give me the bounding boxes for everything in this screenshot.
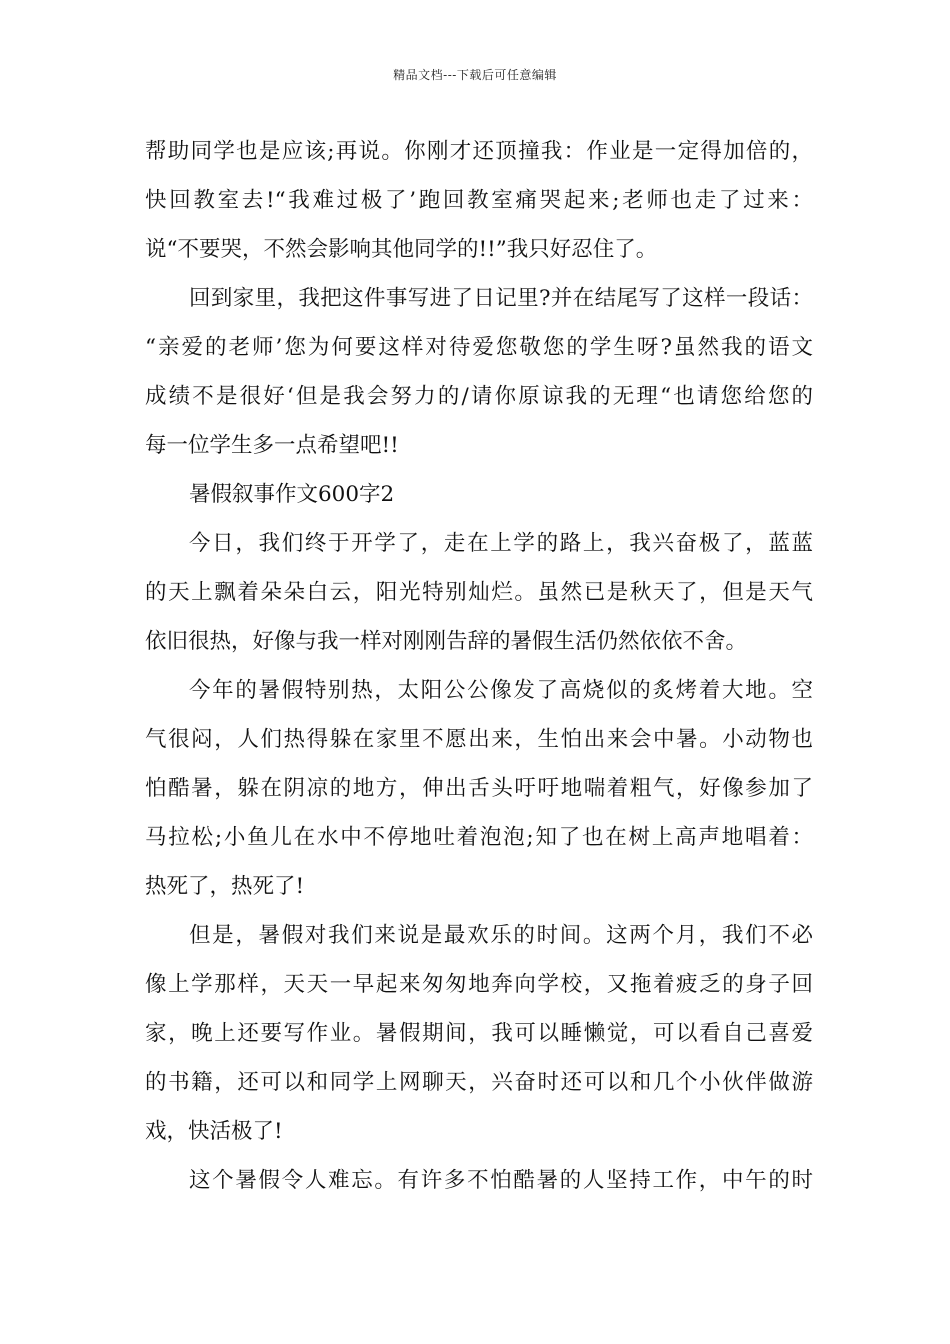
text-line: 这个暑假令人难忘。有许多不怕酷暑的人坚持工作，中午的时 bbox=[189, 1168, 813, 1193]
text-line: 依旧很热，好像与我一样对刚刚告辞的暑假生活仍然依依不舍。 bbox=[145, 629, 748, 654]
page-header: 精品文档---下载后可任意编辑 bbox=[393, 68, 557, 82]
text-line: 快回教室去!“我难过极了’跑回教室痛哭起来;老师也走了过来： bbox=[145, 188, 813, 213]
text-line: 帮助同学也是应该;再说。你刚才还顶撞我：作业是一定得加倍的， bbox=[145, 139, 813, 164]
text-line: 像上学那样，天天一早起来匆匆地奔向学校，又拖着疲乏的身子回 bbox=[145, 972, 813, 997]
text-line: 的书籍，还可以和同学上网聊天，兴奋时还可以和几个小伙伴做游 bbox=[145, 1070, 813, 1095]
text-line: 暑假叙事作文600字2 bbox=[189, 482, 395, 507]
text-line: 今日，我们终于开学了，走在上学的路上，我兴奋极了，蓝蓝 bbox=[189, 531, 813, 556]
text-line: 说“不要哭，不然会影响其他同学的!!”我只好忍住了。 bbox=[145, 237, 658, 262]
text-line: 戏，快活极了! bbox=[145, 1119, 283, 1144]
text-line: 怕酷暑，躲在阴凉的地方，伸出舌头吁吁地喘着粗气，好像参加了 bbox=[145, 776, 813, 801]
document-body bbox=[145, 127, 813, 1205]
text-line: 回到家里，我把这件事写进了日记里?并在结尾写了这样一段话： bbox=[189, 286, 813, 311]
text-line: 每一位学生多一点希望吧!! bbox=[145, 433, 399, 458]
text-line: 热死了，热死了! bbox=[145, 874, 305, 899]
text-line: 今年的暑假特别热，太阳公公像发了高烧似的炙烤着大地。空 bbox=[189, 678, 813, 703]
text-line: 气很闷，人们热得躲在家里不愿出来，生怕出来会中暑。小动物也 bbox=[145, 727, 813, 752]
text-line: “亲爱的老师’您为何要这样对待爱您敬您的学生呀?虽然我的语文 bbox=[145, 335, 813, 360]
text-line: 家，晚上还要写作业。暑假期间，我可以睡懒觉，可以看自己喜爱 bbox=[145, 1021, 813, 1046]
text-line: 但是，暑假对我们来说是最欢乐的时间。这两个月，我们不必 bbox=[189, 923, 813, 948]
text-line: 马拉松;小鱼儿在水中不停地吐着泡泡;知了也在树上高声地唱着： bbox=[145, 825, 813, 850]
text-line: 成绩不是很好‘但是我会努力的/请你原谅我的无理“也请您给您的 bbox=[145, 384, 813, 409]
text-line: 的天上飘着朵朵白云，阳光特别灿烂。虽然已是秋天了，但是天气 bbox=[145, 580, 813, 605]
